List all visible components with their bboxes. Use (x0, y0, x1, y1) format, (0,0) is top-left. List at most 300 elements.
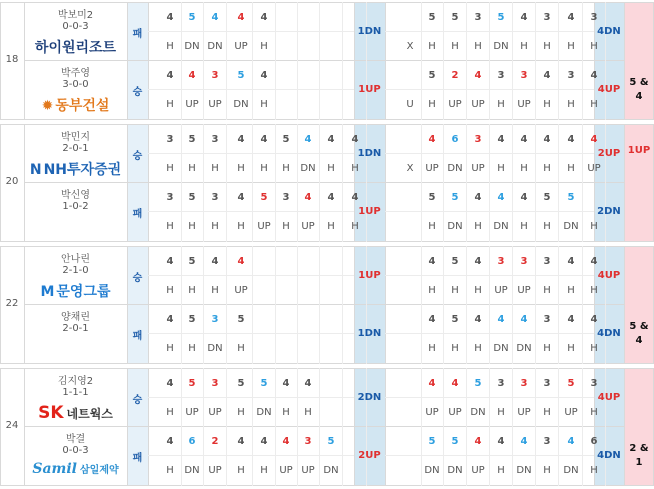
hole-score: 4 (260, 436, 268, 447)
sponsor-name: NH투자증권 (43, 162, 122, 178)
hole-mark: UP (494, 285, 508, 296)
hole-score: 4 (428, 314, 436, 325)
hole-mark: DN (563, 465, 579, 476)
match-number: 24 (5, 420, 19, 431)
hole-score: 4 (237, 12, 245, 23)
sponsor-logo (24, 95, 127, 115)
hole-score: 5 (237, 70, 245, 81)
hole-mark: DN (516, 343, 532, 354)
sponsor-name: 문영그룹 (56, 284, 111, 300)
hole-mark: H (428, 343, 436, 354)
hole-score: 4 (520, 436, 528, 447)
sponsor-name: 네트웍스 (66, 407, 113, 421)
hole-mark: H (567, 343, 575, 354)
hole-mark: DN (256, 407, 272, 418)
hole-score: 4 (567, 314, 575, 325)
col-divider (127, 368, 128, 486)
hole-score: 4 (327, 134, 335, 145)
hole-divider (342, 2, 343, 120)
hole-mark: H (567, 99, 575, 110)
hole-divider (342, 246, 343, 364)
hole-score: 5 (327, 436, 335, 447)
hole-score: 4 (567, 12, 575, 23)
hole-mark: H (428, 41, 436, 52)
hole-score: 3 (497, 256, 505, 267)
hole-score: 3 (166, 192, 174, 203)
hole-mark: DN (300, 163, 316, 174)
hole-mark: X (406, 41, 414, 52)
status-back-nine: 4DN (597, 450, 621, 461)
hole-score: 4 (166, 436, 174, 447)
hole-mark: U (406, 99, 414, 110)
status-front-nine: 1UP (358, 206, 381, 217)
status-front-nine: 1UP (358, 84, 381, 95)
hole-mark: UP (471, 99, 485, 110)
hole-score: 3 (497, 378, 505, 389)
hole-mark: H (474, 41, 482, 52)
hole-mark: DN (493, 343, 509, 354)
hole-mark: H (497, 407, 505, 418)
status-front-nine: 2DN (357, 392, 382, 403)
hole-mark: UP (471, 163, 485, 174)
hole-score: 5 (451, 12, 459, 23)
match-result: 패 (132, 331, 143, 342)
match-number: 20 (5, 176, 19, 187)
hole-mark: H (428, 285, 436, 296)
hole-mark: UP (564, 407, 578, 418)
hole-divider (366, 368, 367, 486)
hole-mark: H (428, 221, 436, 232)
hole-score: 5 (428, 12, 436, 23)
match-block (0, 2, 654, 120)
hole-mark: H (282, 221, 290, 232)
hole-mark: UP (517, 407, 531, 418)
sub-divider (385, 153, 594, 154)
hole-score: 4 (497, 436, 505, 447)
hole-score: 4 (166, 378, 174, 389)
player-record: 2-0-1 (62, 323, 89, 334)
hole-mark: UP (448, 407, 462, 418)
hole-score: 5 (451, 436, 459, 447)
hole-divider (366, 2, 367, 120)
hole-mark: H (497, 99, 505, 110)
hole-mark: H (590, 343, 598, 354)
hole-mark: H (237, 221, 245, 232)
status-front-nine: 1DN (357, 26, 382, 37)
hole-mark: H (260, 465, 268, 476)
hole-mark: DN (184, 465, 200, 476)
hole-mark: DN (207, 41, 223, 52)
hole-score: 5 (237, 314, 245, 325)
hole-score: 4 (590, 134, 598, 145)
hole-score: 3 (211, 378, 219, 389)
hole-mark: H (497, 465, 505, 476)
hole-mark: H (166, 285, 174, 296)
hole-score: 4 (451, 378, 459, 389)
sub-divider (385, 455, 594, 456)
hole-mark: DN (493, 221, 509, 232)
hole-mark: H (237, 343, 245, 354)
hole-mark: H (166, 221, 174, 232)
hole-score: 4 (282, 378, 290, 389)
player-name: 박결 (65, 434, 86, 445)
hole-score: 3 (166, 134, 174, 145)
hole-score: 5 (237, 378, 245, 389)
hole-score: 3 (590, 12, 598, 23)
hole-score: 5 (428, 70, 436, 81)
hole-score: 4 (211, 12, 219, 23)
hole-mark: H (188, 221, 196, 232)
hole-score: 6 (590, 436, 598, 447)
hole-score: 5 (188, 256, 196, 267)
hole-score: 5 (543, 192, 551, 203)
hole-divider (275, 246, 276, 364)
status-front-nine: 2UP (358, 450, 381, 461)
sponsor-prefix: SK (38, 403, 64, 423)
hole-score: 4 (304, 134, 312, 145)
hole-score: 4 (428, 134, 436, 145)
match-result: 승 (132, 87, 143, 98)
hole-score: 3 (211, 134, 219, 145)
hole-score: 4 (590, 256, 598, 267)
hole-mark: H (260, 163, 268, 174)
match-result: 승 (132, 395, 143, 406)
hole-mark: H (567, 41, 575, 52)
hole-score: 4 (520, 314, 528, 325)
match-block (0, 246, 654, 364)
sponsor-prefix: Samil (32, 461, 77, 477)
hole-score: 6 (451, 134, 459, 145)
hole-mark: H (543, 285, 551, 296)
hole-divider (319, 246, 320, 364)
hole-mark: UP (234, 41, 248, 52)
hole-mark: H (327, 221, 335, 232)
hole-mark: H (474, 343, 482, 354)
hole-mark: H (211, 285, 219, 296)
hole-score: 3 (590, 378, 598, 389)
hole-mark: H (590, 221, 598, 232)
hole-mark: UP (301, 465, 315, 476)
status-back-nine: 4UP (597, 392, 621, 403)
hole-mark: UP (301, 221, 315, 232)
hole-mark: H (304, 407, 312, 418)
hole-score: 5 (188, 12, 196, 23)
player-name: 양채린 (61, 312, 90, 323)
hole-mark: H (520, 163, 528, 174)
hole-mark: DN (470, 407, 486, 418)
hole-mark: H (590, 465, 598, 476)
status-back-nine: 2DN (597, 206, 621, 217)
match-result: 패 (132, 29, 143, 40)
hole-score: 4 (166, 12, 174, 23)
hole-mark: UP (208, 407, 222, 418)
final-result: 2 & 1 (629, 443, 649, 468)
col-divider (127, 246, 128, 364)
sponsor-logo (24, 37, 127, 57)
hole-mark: H (590, 41, 598, 52)
hole-mark: UP (471, 465, 485, 476)
hole-score: 5 (188, 314, 196, 325)
hole-score: 5 (428, 192, 436, 203)
match-result: 패 (132, 453, 143, 464)
hole-mark: UP (185, 99, 199, 110)
hole-mark: H (351, 221, 359, 232)
hole-mark: H (543, 163, 551, 174)
hole-mark: UP (425, 407, 439, 418)
hole-mark: UP (279, 465, 293, 476)
hole-mark: H (567, 163, 575, 174)
hole-score: 5 (260, 378, 268, 389)
sub-divider (148, 275, 354, 276)
player-name: 박민지 (61, 132, 90, 143)
hole-mark: DN (447, 465, 463, 476)
hole-mark: H (188, 343, 196, 354)
hole-score: 4 (474, 436, 482, 447)
player-record: 1-1-1 (62, 387, 89, 398)
hole-mark: H (211, 163, 219, 174)
hole-score: 5 (282, 134, 290, 145)
sub-divider (148, 397, 354, 398)
hole-score: 4 (590, 70, 598, 81)
col-divider (354, 2, 355, 120)
hole-mark: H (237, 163, 245, 174)
hole-score: 4 (237, 134, 245, 145)
hole-score: 4 (351, 134, 359, 145)
hole-score: 3 (567, 70, 575, 81)
player-name: 안나린 (61, 254, 90, 265)
hole-mark: DN (184, 41, 200, 52)
hole-mark: DN (516, 465, 532, 476)
col-divider (148, 2, 149, 120)
hole-mark: H (166, 99, 174, 110)
hole-score: 3 (474, 12, 482, 23)
sub-divider (385, 397, 594, 398)
hole-score: 3 (474, 134, 482, 145)
hole-mark: H (188, 163, 196, 174)
hole-mark: H (451, 41, 459, 52)
hole-mark: H (474, 285, 482, 296)
hole-score: 4 (590, 314, 598, 325)
hole-mark: UP (185, 407, 199, 418)
hole-mark: H (543, 41, 551, 52)
hole-mark: H (590, 407, 598, 418)
hole-score: 3 (282, 192, 290, 203)
hole-mark: H (567, 285, 575, 296)
status-front-nine: 1DN (357, 148, 382, 159)
hole-score: 4 (567, 256, 575, 267)
hole-mark: H (166, 407, 174, 418)
col-divider (385, 246, 386, 364)
sponsor-logo (24, 403, 127, 423)
player-name: 박주영 (61, 68, 90, 79)
hole-mark: H (590, 285, 598, 296)
hole-score: 6 (188, 436, 196, 447)
hole-mark: DN (424, 465, 440, 476)
hole-score: 5 (260, 192, 268, 203)
hole-mark: H (451, 343, 459, 354)
hole-score: 5 (567, 192, 575, 203)
match-block (0, 368, 654, 486)
sub-divider (385, 31, 594, 32)
hole-mark: H (497, 163, 505, 174)
hole-score: 4 (237, 436, 245, 447)
hole-score: 4 (543, 134, 551, 145)
hole-mark: H (327, 163, 335, 174)
match-number: 18 (5, 54, 19, 65)
hole-score: 4 (260, 134, 268, 145)
hole-score: 4 (567, 436, 575, 447)
hole-mark: UP (257, 221, 271, 232)
hole-score: 5 (451, 192, 459, 203)
status-back-nine: 4DN (597, 328, 621, 339)
hole-score: 3 (211, 70, 219, 81)
hole-score: 4 (327, 192, 335, 203)
sub-divider (385, 275, 594, 276)
sponsor-icon: ✹ (41, 98, 54, 114)
player-record: 0-0-3 (62, 445, 89, 456)
hole-divider (366, 246, 367, 364)
row-divider (24, 182, 624, 183)
hole-score: 5 (188, 378, 196, 389)
col-divider (148, 246, 149, 364)
sub-divider (385, 89, 594, 90)
hole-score: 5 (567, 378, 575, 389)
hole-mark: H (590, 99, 598, 110)
hole-mark: H (260, 99, 268, 110)
hole-mark: UP (208, 465, 222, 476)
hole-score: 4 (520, 12, 528, 23)
hole-mark: X (406, 163, 414, 174)
player-name: 박보미2 (57, 10, 94, 21)
hole-score: 4 (543, 70, 551, 81)
col-divider (354, 368, 355, 486)
status-back-nine: 4DN (597, 26, 621, 37)
hole-mark: DN (447, 221, 463, 232)
sub-divider (148, 89, 354, 90)
hole-score: 4 (282, 436, 290, 447)
hole-mark: H (166, 465, 174, 476)
hole-mark: UP (448, 99, 462, 110)
player-record: 3-0-0 (62, 79, 89, 90)
sponsor-name: 동부건설 (55, 98, 110, 114)
hole-score: 4 (237, 256, 245, 267)
status-back-nine: 4UP (597, 84, 621, 95)
hole-mark: H (211, 221, 219, 232)
hole-score: 4 (211, 256, 219, 267)
hole-score: 4 (428, 256, 436, 267)
hole-mark: H (543, 465, 551, 476)
sponsor-name: 삼일제약 (80, 465, 119, 476)
hole-score: 3 (211, 314, 219, 325)
hole-score: 4 (520, 134, 528, 145)
hole-mark: H (543, 343, 551, 354)
hole-mark: H (351, 163, 359, 174)
hole-score: 4 (474, 314, 482, 325)
col-divider (624, 124, 625, 242)
hole-mark: H (543, 99, 551, 110)
sub-divider (148, 153, 354, 154)
hole-mark: UP (208, 99, 222, 110)
hole-mark: UP (587, 163, 601, 174)
hole-score: 3 (543, 436, 551, 447)
match-result: 승 (132, 273, 143, 284)
hole-mark: H (428, 99, 436, 110)
sub-divider (385, 333, 594, 334)
hole-score: 4 (351, 192, 359, 203)
hole-score: 5 (428, 436, 436, 447)
final-result: 5 & 4 (629, 321, 649, 346)
hole-score: 4 (237, 192, 245, 203)
hole-score: 4 (497, 192, 505, 203)
hole-score: 4 (497, 314, 505, 325)
hole-mark: DN (493, 41, 509, 52)
hole-mark: H (543, 221, 551, 232)
sub-divider (148, 455, 354, 456)
hole-score: 3 (543, 12, 551, 23)
hole-score: 4 (474, 192, 482, 203)
col-divider (354, 246, 355, 364)
hole-score: 5 (474, 378, 482, 389)
row-divider (24, 426, 624, 427)
hole-mark: H (282, 163, 290, 174)
sponsor-logo (24, 159, 127, 179)
sub-divider (148, 333, 354, 334)
hole-score: 4 (166, 314, 174, 325)
hole-score: 3 (543, 314, 551, 325)
hole-mark: H (166, 163, 174, 174)
status-front-nine: 1DN (357, 328, 382, 339)
player-record: 2-0-1 (62, 143, 89, 154)
sponsor-name: 하이원리조트 (34, 40, 117, 56)
match-result: 승 (132, 151, 143, 162)
col-divider (127, 2, 128, 120)
hole-mark: DN (323, 465, 339, 476)
hole-mark: DN (563, 221, 579, 232)
player-name: 김지영2 (57, 376, 94, 387)
match-number: 22 (5, 298, 19, 309)
hole-mark: UP (234, 285, 248, 296)
col-divider (385, 124, 386, 242)
hole-score: 4 (304, 192, 312, 203)
hole-score: 5 (188, 134, 196, 145)
match-block (0, 124, 654, 242)
hole-score: 2 (451, 70, 459, 81)
hole-mark: H (520, 221, 528, 232)
hole-mark: DN (447, 163, 463, 174)
hole-mark: H (474, 221, 482, 232)
hole-score: 3 (304, 436, 312, 447)
hole-score: 3 (543, 378, 551, 389)
player-name: 박신영 (61, 190, 90, 201)
col-divider (148, 368, 149, 486)
sponsor-logo (24, 461, 127, 477)
hole-mark: H (282, 407, 290, 418)
hole-score: 3 (543, 256, 551, 267)
hole-score: 3 (211, 192, 219, 203)
hole-score: 4 (166, 70, 174, 81)
hole-score: 4 (166, 256, 174, 267)
hole-mark: H (520, 41, 528, 52)
hole-mark: H (166, 343, 174, 354)
sub-divider (148, 211, 354, 212)
final-result: 1UP (627, 145, 651, 156)
hole-divider (297, 246, 298, 364)
hole-score: 4 (188, 70, 196, 81)
hole-mark: H (188, 285, 196, 296)
player-record: 1-0-2 (62, 201, 89, 212)
hole-mark: UP (517, 99, 531, 110)
player-record: 0-0-3 (62, 21, 89, 32)
